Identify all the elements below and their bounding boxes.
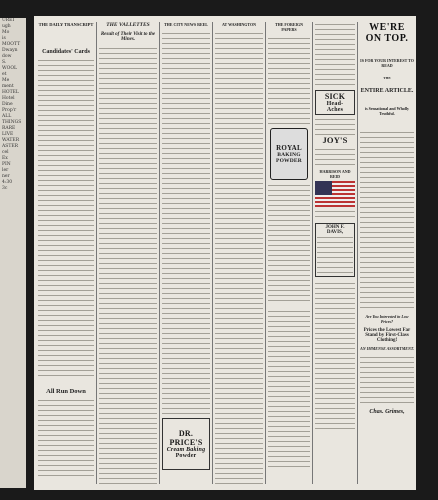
feature-line: THE bbox=[383, 76, 391, 80]
column-text bbox=[99, 46, 157, 486]
flag-illustration bbox=[315, 181, 355, 207]
column-text bbox=[315, 117, 355, 135]
john-davis-name: JOHN F. DAVIS, bbox=[325, 225, 345, 235]
column-text bbox=[315, 147, 355, 169]
strip-line: WATER bbox=[2, 138, 20, 143]
strip-line: Me bbox=[2, 78, 10, 83]
dr-prices-ad bbox=[162, 418, 210, 470]
column-5 bbox=[268, 22, 310, 486]
column-heading: AT WASHINGTON bbox=[221, 22, 257, 27]
adjacent-page-strip bbox=[0, 18, 26, 488]
strip-line: ALL bbox=[2, 114, 12, 119]
column-text bbox=[38, 58, 94, 378]
strip-line: 4:30 bbox=[2, 180, 13, 185]
feature-line: is Sensational and Wholly Truthful. bbox=[364, 106, 410, 116]
sick-ad-line: Head- bbox=[326, 101, 344, 107]
strip-line: THINGS bbox=[2, 120, 22, 125]
strip-line: ner bbox=[2, 174, 10, 179]
strip-line: ASTER bbox=[2, 144, 19, 149]
column-rule bbox=[357, 22, 358, 484]
column-2 bbox=[99, 22, 157, 486]
column-text bbox=[268, 36, 310, 126]
feature-line: IS FOR YOUR INTEREST TO READ bbox=[360, 58, 414, 68]
column-rule bbox=[159, 22, 160, 484]
column-text bbox=[215, 31, 263, 486]
column-text bbox=[268, 309, 310, 469]
column-rule bbox=[212, 22, 213, 484]
strip-line: WOOL bbox=[2, 66, 17, 71]
strip-line: 3c bbox=[2, 186, 8, 191]
prices-ad-line: Powder bbox=[175, 453, 197, 459]
strip-line: Ex bbox=[2, 156, 8, 161]
column-text bbox=[268, 183, 310, 303]
feature-column bbox=[360, 22, 414, 486]
column-text bbox=[315, 22, 355, 88]
strip-line: Hotel bbox=[2, 96, 15, 101]
prices-ad-line: Cream Baking bbox=[166, 447, 206, 453]
signature: Chas. Grimes, bbox=[369, 409, 405, 415]
strip-line: PIN bbox=[2, 162, 11, 167]
strip-line: S. bbox=[2, 60, 7, 65]
strip-line: MOOTT bbox=[2, 42, 21, 47]
column-text bbox=[360, 130, 414, 310]
strip-line: ler bbox=[2, 168, 9, 173]
strip-line: Mo bbox=[2, 30, 10, 35]
assortment-heading: AN IMMENSE ASSORTMENT. bbox=[360, 346, 414, 351]
column-1 bbox=[38, 22, 94, 486]
column-text bbox=[162, 31, 210, 416]
strip-line: ugh bbox=[2, 24, 11, 29]
newspaper-page bbox=[34, 16, 416, 490]
strip-line: is bbox=[2, 36, 6, 41]
masthead-title: THE DAILY TRANSCRIPT bbox=[38, 22, 94, 27]
prices-heading: Prices the Lowest Far Stand by First-Class Clothing! bbox=[363, 328, 411, 343]
john-davis-ad bbox=[315, 223, 355, 277]
strip-line: LIVE bbox=[2, 132, 14, 137]
feature-line: ENTIRE ARTICLE. bbox=[360, 88, 414, 94]
strip-line: RARE bbox=[2, 126, 16, 131]
harrison-reid-ad: HARRISON AND REID bbox=[319, 169, 351, 179]
strip-line: ment bbox=[2, 84, 14, 89]
column-text bbox=[317, 235, 353, 275]
section-heading: Candidates' Cards bbox=[42, 49, 90, 55]
sick-ad-line: SICK bbox=[324, 92, 346, 101]
strip-line: Dine bbox=[2, 102, 13, 107]
royal-ad-line: POWDER bbox=[276, 158, 302, 164]
vallettes-subhead: Result of Their Visit to the Mines. bbox=[100, 32, 156, 42]
column-rule bbox=[312, 22, 313, 484]
strip-line: Dwayn bbox=[2, 48, 18, 53]
column-text bbox=[315, 209, 355, 221]
royal-ad-line: ROYAL bbox=[276, 144, 302, 152]
sick-headaches-ad bbox=[315, 90, 355, 115]
joys-ad: JOY'S bbox=[322, 135, 348, 145]
vallettes-title: THE VALLETTES bbox=[106, 22, 150, 28]
column-heading: THE FOREIGN PAPERS bbox=[274, 22, 304, 32]
strip-line: dow bbox=[2, 54, 12, 59]
column-text bbox=[38, 398, 94, 478]
column-4 bbox=[215, 22, 263, 486]
column-rule bbox=[265, 22, 266, 484]
column-6 bbox=[315, 22, 355, 486]
prices-ad-line: DR. PRICE'S bbox=[169, 429, 203, 447]
column-text bbox=[315, 281, 355, 431]
strip-line: Prop'r bbox=[2, 108, 17, 113]
column-text bbox=[360, 355, 414, 405]
sick-ad-line: Aches bbox=[326, 107, 344, 113]
royal-baking-powder-ad bbox=[270, 128, 308, 180]
feature-headline: WE'RE ON TOP. bbox=[365, 22, 409, 44]
royal-ad-line: BAKING bbox=[277, 152, 301, 158]
strip-line: cel bbox=[2, 150, 9, 155]
strip-line: HOTEL bbox=[2, 90, 19, 95]
interested-heading: Are You Interested in Low Prices? bbox=[365, 314, 409, 324]
column-rule bbox=[96, 22, 97, 484]
strip-line: et bbox=[2, 72, 7, 77]
column-heading: THE CITY NEWS REEL bbox=[164, 22, 208, 27]
strip-line: UREI bbox=[2, 18, 15, 23]
column-3 bbox=[162, 22, 210, 486]
run-down-heading: All Run Down bbox=[46, 388, 86, 395]
